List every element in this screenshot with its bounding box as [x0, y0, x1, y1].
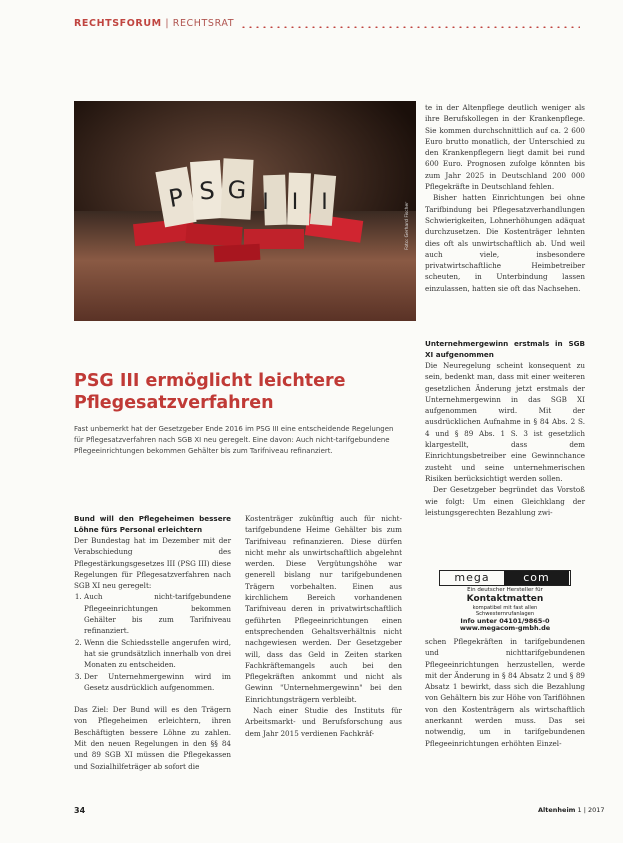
column-1 [74, 513, 231, 772]
ad-phone: Info unter 04101/9865-0 [460, 617, 550, 625]
advertisement[interactable] [425, 568, 585, 630]
column-2-text: Kostenträger zukünftig auch für nicht-tarifgebundene Heime Gehälter bis zum Tarifniveau refinanzieren. Diese dürfen nicht mehr als unwirtschaftlich abgelehnt werden. Diese Vergütungshöhe war generell bislang nur tarifgebundenen Trägern vorbehalten. Einen aus kirchlichem Bereich vorhandenen Tarifniveau deren in privatwirtschaftlich geführten Pflegeeinrichtungen einen entsprechenden Gehaltsverhältnis nicht nachgewiesen werden. Der Gesetzgeber will, dass das Geld in Zeiten starken Fachkräftemangels auch bei den Pflegekräften ankommt und nicht als Gewinn "Unternehmergewinn" bei den Einrichtungsträgern verbleibt. [245, 514, 402, 704]
issue-number: 1 | 2017 [577, 806, 605, 814]
section-separator: | [161, 18, 173, 29]
list-item: 2. Wenn die Schiedsstelle angerufen wird, hat sie grundsätzlich innerhalb von drei Monaten zu entscheiden. [84, 637, 231, 671]
photo-credit: Foto: Gerhard Fischer [405, 201, 410, 250]
megacom-logo [439, 570, 571, 586]
photo-roman-three: I I I [262, 190, 336, 215]
photo-letter-p: P [166, 182, 186, 214]
regulation-list [74, 591, 231, 693]
section-header [74, 18, 234, 29]
column-1-intro: Der Bundestag hat im Dezember mit der Verabschiedung des Pflegestärkungsgesetzes III (PSG III) diese Regelungen für Pflegesatzverfahren nach SGB XI neu geregelt: [74, 536, 231, 591]
page-number: 34 [74, 806, 86, 815]
column-3-subhead: Unternehmergewinn erstmals in SGB XI aufgenommen [425, 339, 585, 359]
logo-left: mega [454, 571, 490, 584]
article-photo [74, 101, 416, 321]
section-name: RECHTSFORUM [74, 18, 162, 29]
column-3-text-c: schen Pflegekräften in tarifgebundenen und nichttarifgebundenen Pflegeeinrichtungen herzustellen, werde mit der Änderung in § 84 Absatz 2 und § 89 Absatz 1 bewirkt, dass sich die Bezahlung von Gehältern bis zur Höhe von Tariflöhnen von den Kostenträgern als wirtschaftlich anerkannt werden muss. Das sei notwendig, um in tarifgebundenen Pflegeeinrichtungen erhöhten Einzel- [425, 637, 585, 748]
column-3-text-a2: Bisher hatten Einrichtungen bei ohne Tarifbindung bei Pflegesatzverhandlungen Schwierigkeiten, Lohnerhöhungen adäquat durchzusetzen. Die Kostenträger lehnten dies oft als unwirtschaftlich ab. Und weil auch viele, insbesondere privatwirtschaftliche Heimbetreiber scheuten, in Unterbindung lassen einzulassen, hatten sie oft das Nachsehen. [425, 193, 585, 293]
column-1-outro: Das Ziel: Der Bund will es den Trägern von Pflegeheimen erleichtern, ihren Beschäftigten bessere Löhne zu zahlen. Mit den neuen Regelungen in den §§ 84 und 89 SGB XI müssen die Pflegekassen und Sozialhilfeträger ab sofort die [74, 705, 231, 771]
ad-line-1: Ein deutscher Hersteller für [467, 587, 543, 593]
list-item: 3. Der Unternehmergewinn wird im Gesetz ausdrücklich aufgenommen. [84, 671, 231, 694]
column-3-middle [425, 338, 585, 518]
list-item: 1. Auch nicht-tarifgebundene Pflegeeinrichtungen bekommen Gehälter bis zum Tarifniveau refinanziert. [84, 591, 231, 636]
ad-headline: Kontaktmatten [466, 594, 544, 604]
column-3-text-a: te in der Altenpflege deutlich weniger als ihre Berufskollegen in der Krankenpflege. Sie kommen durchschnittlich auf ca. 2 600 Euro brutto monatlich, der Unterschied zu den Krankenpflegern liegt damit bei rund 600 Euro. Prognosen zufolge könnten bis zum Jahr 2025 in Deutschland 200 000 Pflegekräfte in Deutschland fehlen. [425, 103, 585, 192]
subsection-name: RECHTSRAT [172, 18, 235, 29]
column-3-bottom [425, 636, 585, 749]
ad-line-3: kompatibel mit fast allen [472, 605, 538, 611]
ad-url[interactable]: www.megacom-gmbh.de [459, 624, 551, 632]
photo-letter-s: S [198, 176, 216, 206]
article-lead: Fast unbemerkt hat der Gesetzgeber Ende 2016 im PSG III eine entscheidende Regelungen für Pflegesatzverfahren nach SGB XI neu geregelt. Eine davon: Auch nicht-tarifgebundene Pflegeeinrichtungen bekommen Gehälter bis zum Tarifniveau refinanziert. [74, 425, 394, 456]
ad-line-4: Schwesternrufanlagen [475, 611, 535, 617]
photo-illustration [74, 101, 416, 321]
column-2-text-b: Nach einer Studie des Instituts für Arbeitsmarkt- und Berufsforschung aus dem Jahr 2015 verdienen Fachkräf- [245, 706, 402, 738]
footer-issue [538, 806, 605, 814]
header-dotted-rule [240, 26, 580, 28]
logo-right: com [504, 571, 569, 585]
column-3-text-b2: Der Gesetzgeber begründet das Vorstoß wie folgt: Um einen Gleichklang der leistungsgerechten Bezahlung zwi- [425, 485, 585, 517]
magazine-name: Altenheim [538, 806, 576, 814]
column-3-text-b: Die Neuregelung scheint konsequent zu sein, bedenkt man, dass mit einer weiteren gesetzlichen Änderung jetzt erstmals der Unternehmergewinn in das SGB XI aufgenommen wird. Mit der ausdrücklichen Aufnahme in § 84 Abs. 2 S. 4 und § 89 Abs. 1 S. 3 ist gesetzlich klargestellt, dass dem Einrichtungsbetreiber eine Gewinnchance zusteht und seine unternehmerischen Risiken berücksichtigt werden sollen. [425, 361, 585, 483]
column-1-subhead: Bund will den Pflegeheimen bessere Löhne fürs Personal erleichtern [74, 514, 231, 534]
article-title: PSG III ermöglicht leichtere Pflegesatzverfahren [74, 371, 346, 413]
photo-letter-g: G [226, 175, 247, 205]
column-3-top [425, 102, 585, 294]
column-2 [245, 513, 402, 739]
